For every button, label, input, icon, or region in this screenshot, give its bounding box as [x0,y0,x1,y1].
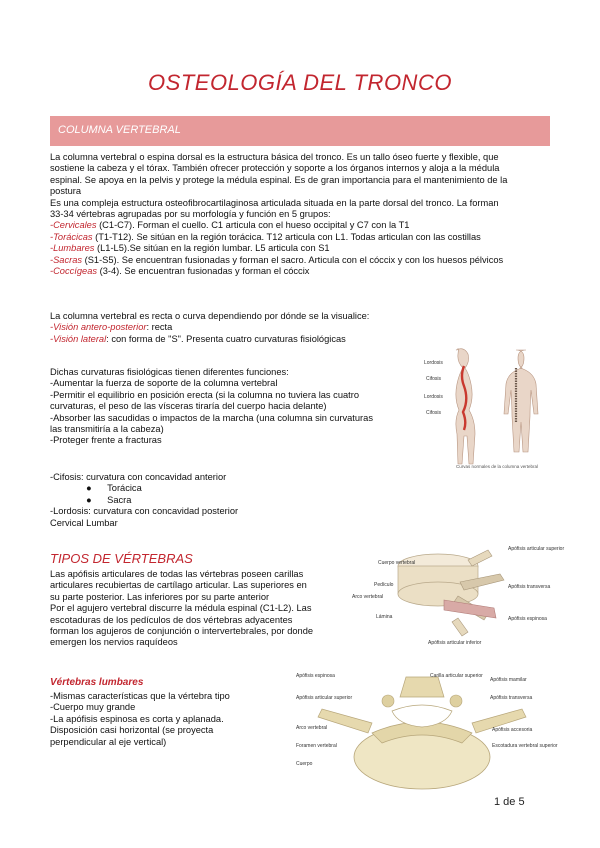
functions-line: -Absorber las sacudidas o impactos de la marcha (una columna sin curvaturas [50,412,373,423]
fig3-label: Apófisis transversa [490,695,533,701]
fig1-caption: Curvas normales de la columna vertebral [456,464,539,469]
lumbar-vertebra-figure [292,667,558,793]
bullet-item: ● Torácica [86,483,142,494]
page-title: OSTEOLOGÍA DEL TRONCO [148,70,452,95]
fig3-label: Apófisis accesoria [492,727,533,733]
fig3-label: Foramen vertebral [296,743,337,749]
fig2-label: Apófisis transversa [508,584,551,590]
intro-line: espinal. Se apoya en la pelvis y protege la médula espinal. Es de gran importancia para el mantenimiento de la [50,174,508,185]
tipos-line: emergen los nervios raquídeos [50,637,178,648]
section-banner [50,116,550,146]
view-anteroposterior [50,322,369,333]
lumbares-paragraph [50,691,230,748]
fig3-label: Apófisis espinosa [296,673,335,679]
fig3-label: Arco vertebral [296,725,328,731]
functions-line: -Permitir el equilibrio en posición erecta (si la columna no tuviera las cuatro [50,389,360,400]
curve-intro: La columna vertebral es recta o curva dependiendo por dónde se la visualice: [50,311,370,321]
curvatures-list [50,472,238,529]
tipos-line: articulares recubiertas de cartílago articular. Las superiores en [50,580,307,591]
fig1-label: Cifosis [426,410,442,416]
typical-vertebra-figure [348,538,565,658]
fig3-label: Escotadura vertebral superior [492,743,558,749]
view-name: -Visión lateral [50,333,107,344]
fig2-label: Pedículo [374,582,394,588]
lumbares-heading: Vértebras lumbares [50,677,144,688]
functions-line: curvaturas, el peso de las vísceras tiraría del cuerpo hacia delante) [50,401,327,412]
group-text: (S1-S5). Se encuentran fusionadas y forman el sacro. Articula con el cóccix y con los huesos pélvicos [82,254,504,265]
curvature-paragraph [50,311,369,345]
tipos-line: Por el agujero vertebral discurre la médula espinal (C1-L2). Las [50,603,312,614]
lumbares-line: -Cuerpo muy grande [50,702,136,713]
view-text: : con forma de "S". Presenta cuatro curvaturas fisiológicas [106,333,346,344]
lumbares-line: -Mismas características que la vértebra tipo [50,691,230,701]
lumbares-line: -La apófisis espinosa es corta y aplanada. [50,713,224,724]
fig3-label: Cuerpo [296,761,313,767]
fig2-label: Apófisis articular inferior [428,640,482,646]
view-text: : recta [146,322,173,333]
tipos-line: su parte posterior. Las inferiores por su parte anterior [50,591,270,602]
page-number: 1 de 5 [494,796,525,808]
intro-line: La columna vertebral o espina dorsal es la estructura básica del tronco. Es un tallo óseo fuerte y flexible, que [50,152,499,162]
tipos-heading: TIPOS DE VÉRTEBRAS [50,551,193,566]
section-banner-label: COLUMNA VERTEBRAL [58,124,181,136]
functions-line: las transmitiría a la cabeza) [50,424,164,435]
group-name: -Coccígeas [50,266,98,277]
lumbares-line: Disposición casi horizontal (se proyecta [50,725,214,736]
fig3-label: Carilla articular superior [430,673,483,679]
intro-line: Es una compleja estructura osteofibrocartilaginosa articulada situada en la parte dorsal del tronco. La forman [50,197,499,208]
fig3-label: Apófisis articular superior [296,695,353,701]
spine-curvatures-figure [418,342,550,472]
group-coccigeas [50,266,507,277]
group-sacras [50,255,507,266]
intro-paragraph [50,152,507,277]
fig1-label: Lordosis [424,360,443,366]
group-name: -Torácicas [50,231,93,242]
functions-line: -Aumentar la fuerza de soporte de la columna vertebral [50,378,278,389]
group-lumbares [50,243,507,254]
group-name: -Lumbares [50,243,95,254]
functions-paragraph [50,367,373,447]
fig2-label: Apófisis espinosa [508,616,547,622]
lumbares-line: perpendicular al eje vertical) [50,736,167,747]
fig3-label: Apófisis mamilar [490,677,527,683]
tipos-paragraph [50,569,313,649]
fig2-label: Arco vertebral [352,594,384,600]
tipos-line: escotaduras de los pedículos de dos vértebras adyacentes [50,614,293,625]
fig1-label: Lordosis [424,394,443,400]
lordosis-line: -Lordosis: curvatura con concavidad posterior [50,506,239,517]
cervical-line: Cervical Lumbar [50,517,118,528]
cifosis-line: -Cifosis: curvatura con concavidad anterior [50,472,227,482]
intro-line: sostiene la cabeza y el tórax. También ofrecer protección y soporte a los órganos internos y aloja a la médula [50,163,500,174]
group-cervicales [50,220,507,231]
group-text: (3-4). Se encuentran fusionadas y forman el cóccix [97,266,310,277]
fig1-label: Cifosis [426,376,442,382]
intro-line: 33-34 vértebras agrupadas por su morfología y función en 5 grupos: [50,209,331,220]
group-toracicas [50,232,507,243]
group-text: (C1-C7). Forman el cuello. C1 articula con el hueso occipital y C7 con la T1 [96,220,410,231]
tipos-line: Las apófisis articulares de todas las vértebras poseen carillas [50,569,304,579]
group-text: (L1-L5).Se sitúan en la región lumbar. L5 articula con S1 [94,243,330,254]
group-name: -Cervicales [50,220,97,231]
fig2-label: Lámina [376,614,393,620]
fig2-label: Apófisis articular superior [508,546,565,552]
fig2-label: Cuerpo vertebral [378,560,416,566]
group-text: (T1-T12). Se sitúan en la región torácica. T12 articula con L1. Todas articulan con las costillas [92,231,481,242]
view-lateral [50,334,369,345]
tipos-line: forman los agujeros de conjunción o intervertebrales, por donde [50,626,314,637]
bullet-item: ● Sacra [86,494,132,505]
view-name: -Visión antero-posterior [50,322,147,333]
intro-line: postura [50,186,82,197]
group-name: -Sacras [50,254,83,265]
functions-line: -Proteger frente a fracturas [50,435,162,446]
functions-line: Dichas curvaturas fisiológicas tienen diferentes funciones: [50,367,289,377]
